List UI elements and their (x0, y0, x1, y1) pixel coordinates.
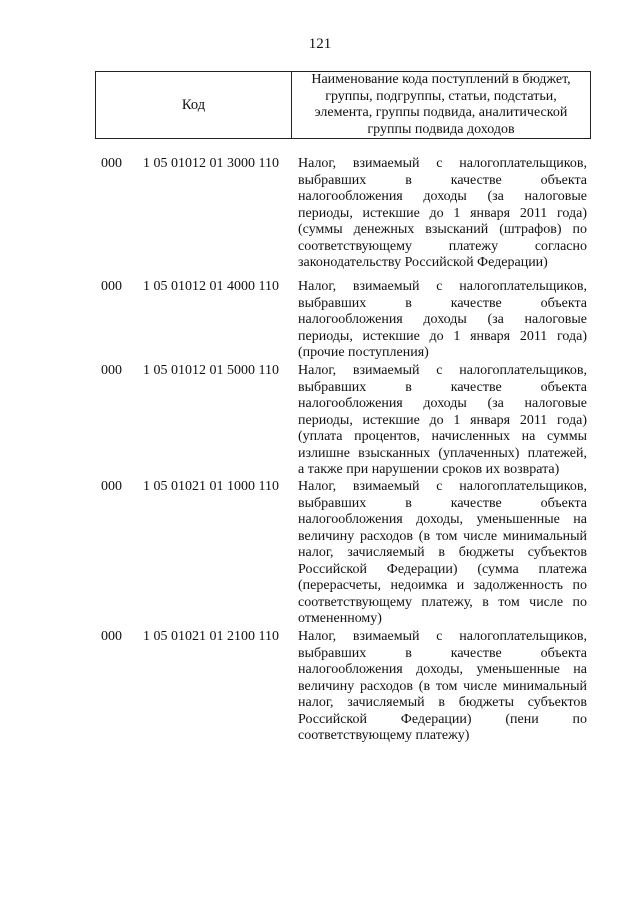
description-line: налог, зачисляемый в бюджеты субъектов (298, 545, 587, 560)
description-line: периоды, истекшие до 1 января 2011 года) (298, 205, 587, 221)
revenue-code: 1 05 01012 01 3000 110 (143, 156, 279, 171)
description-line: налогообложения доходы, уменьшенные на (298, 662, 587, 677)
table-row (0, 363, 640, 479)
table-row (0, 156, 640, 279)
description-line: (уплата процентов, начисленных на суммы (298, 429, 587, 444)
description-line: налог, зачисляемый в бюджеты субъектов (298, 695, 587, 710)
description-line: (суммы денежных взысканий (штрафов) по (298, 222, 587, 237)
revenue-description (298, 156, 587, 272)
admin-code: 000 (101, 629, 122, 644)
description-line: налогообложения доходы (за налоговые (298, 189, 587, 204)
table-row (0, 279, 640, 363)
revenue-description (298, 279, 587, 362)
description-line: соответствующему платежу, в том числе по (298, 594, 587, 610)
description-line: Налог, взимаемый с налогоплательщиков, (298, 279, 587, 294)
revenue-code: 1 05 01021 01 2100 110 (143, 629, 279, 644)
description-line: излишне взысканных (уплаченных) платежей, (298, 445, 587, 461)
description-line: (прочие поступления) (298, 345, 429, 360)
description-line: Налог, взимаемый с налогоплательщиков, (298, 479, 587, 494)
page-number: 121 (308, 36, 332, 52)
description-line: Российской Федерации) (сумма платежа (298, 561, 587, 577)
revenue-description (298, 629, 587, 745)
revenue-code: 1 05 01021 01 1000 110 (143, 479, 279, 494)
table-row (0, 479, 640, 629)
description-line: (перерасчеты, недоимка и задолженность по (298, 578, 587, 593)
description-line: Российской Федерации) (пени по (298, 711, 587, 727)
description-line: соответствующему платежу) (298, 728, 470, 743)
description-line: а также при нарушении сроков их возврата) (298, 462, 560, 477)
description-line: налогообложения доходы, уменьшенные на (298, 512, 587, 527)
admin-code: 000 (101, 479, 122, 494)
header-code-label: Код (96, 72, 292, 138)
description-line: периоды, истекшие до 1 января 2011 года) (298, 328, 587, 344)
revenue-code: 1 05 01012 01 5000 110 (143, 363, 279, 378)
table-body (0, 156, 640, 745)
description-line: выбравших в качестве объекта (298, 379, 587, 395)
revenue-code: 1 05 01012 01 4000 110 (143, 279, 279, 294)
table-header (95, 71, 591, 139)
description-line: выбравших в качестве объекта (298, 495, 587, 511)
header-name-label: Наименование кода поступлений в бюджет, группы, подгруппы, статьи, подстатьи, элемента, группы подвида, аналитической группы подвида доходов (311, 72, 571, 137)
revenue-description (298, 479, 587, 628)
revenue-description (298, 363, 587, 479)
description-line: выбравших в качестве объекта (298, 645, 587, 661)
description-line: периоды, истекшие до 1 января 2011 года) (298, 412, 587, 428)
admin-code: 000 (101, 156, 122, 171)
description-line: величину расходов (в том числе минимальный (298, 678, 587, 694)
description-line: выбравших в качестве объекта (298, 295, 587, 311)
description-line: выбравших в качестве объекта (298, 172, 587, 188)
description-line: Налог, взимаемый с налогоплательщиков, (298, 156, 587, 171)
table-row (0, 629, 640, 745)
description-line: отмененному) (298, 611, 382, 626)
description-line: Налог, взимаемый с налогоплательщиков, (298, 629, 587, 644)
admin-code: 000 (101, 279, 122, 294)
description-line: величину расходов (в том числе минимальный (298, 528, 587, 544)
description-line: Налог, взимаемый с налогоплательщиков, (298, 363, 587, 378)
description-line: соответствующему платежу согласно (298, 238, 587, 254)
description-line: законодательству Российской Федерации) (298, 255, 548, 270)
description-line: налогообложения доходы (за налоговые (298, 396, 587, 411)
admin-code: 000 (101, 363, 122, 378)
description-line: налогообложения доходы (за налоговые (298, 312, 587, 327)
